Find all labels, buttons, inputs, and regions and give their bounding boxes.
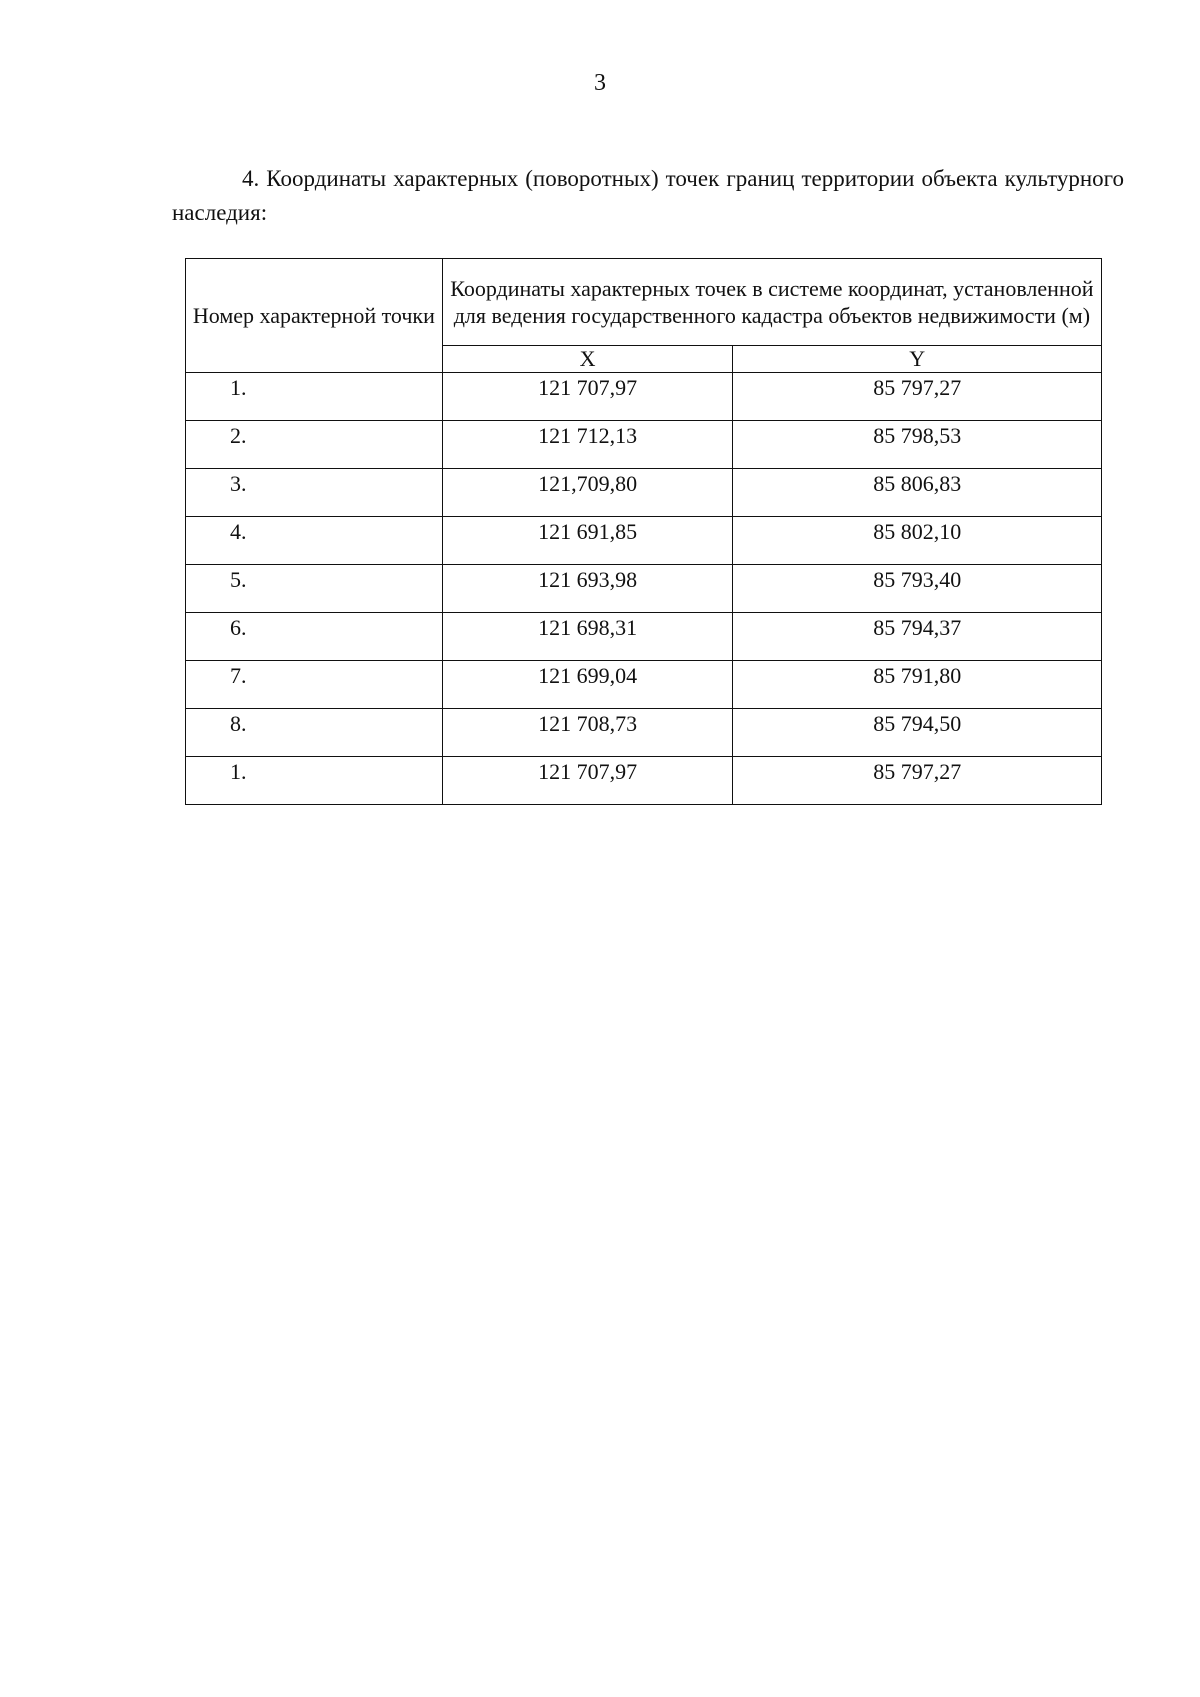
section-paragraph — [172, 162, 1124, 230]
point-number-cell: 5. — [186, 565, 443, 613]
y-coordinate-cell: 85 791,80 — [733, 661, 1102, 709]
x-coordinate-cell: 121 693,98 — [442, 565, 733, 613]
x-coordinate-cell: 121 699,04 — [442, 661, 733, 709]
table-row — [186, 517, 1102, 565]
y-coordinate-cell: 85 794,37 — [733, 613, 1102, 661]
point-number-cell: 2. — [186, 421, 443, 469]
header-y: Y — [733, 346, 1102, 373]
y-coordinate-cell: 85 798,53 — [733, 421, 1102, 469]
y-coordinate-cell: 85 793,40 — [733, 565, 1102, 613]
x-coordinate-cell: 121,709,80 — [442, 469, 733, 517]
y-coordinate-cell: 85 794,50 — [733, 709, 1102, 757]
point-number-cell: 3. — [186, 469, 443, 517]
table-row — [186, 757, 1102, 805]
x-coordinate-cell: 121 707,97 — [442, 757, 733, 805]
table-row — [186, 613, 1102, 661]
y-coordinate-cell: 85 797,27 — [733, 373, 1102, 421]
point-number-cell: 1. — [186, 757, 443, 805]
table-row — [186, 661, 1102, 709]
table-row — [186, 709, 1102, 757]
point-number-cell: 1. — [186, 373, 443, 421]
table-row — [186, 421, 1102, 469]
x-coordinate-cell: 121 698,31 — [442, 613, 733, 661]
header-point-number: Номер характерной точки — [186, 259, 443, 373]
point-number-cell: 6. — [186, 613, 443, 661]
x-coordinate-cell: 121 708,73 — [442, 709, 733, 757]
point-number-cell: 4. — [186, 517, 443, 565]
x-coordinate-cell: 121 712,13 — [442, 421, 733, 469]
y-coordinate-cell: 85 806,83 — [733, 469, 1102, 517]
paragraph-text: 4. Координаты характерных (поворотных) точек границ территории объекта культурного наследия: — [172, 166, 1124, 225]
point-number-cell: 7. — [186, 661, 443, 709]
header-x: X — [442, 346, 733, 373]
x-coordinate-cell: 121 691,85 — [442, 517, 733, 565]
header-coordinates: Координаты характерных точек в системе координат, установленной для ведения государственного кадастра объектов недвижимости (м) — [442, 259, 1101, 346]
coordinates-table — [185, 258, 1102, 805]
table-row — [186, 373, 1102, 421]
x-coordinate-cell: 121 707,97 — [442, 373, 733, 421]
y-coordinate-cell: 85 797,27 — [733, 757, 1102, 805]
point-number-cell: 8. — [186, 709, 443, 757]
page-number: 3 — [594, 70, 606, 96]
y-coordinate-cell: 85 802,10 — [733, 517, 1102, 565]
table-row — [186, 565, 1102, 613]
table-row — [186, 469, 1102, 517]
